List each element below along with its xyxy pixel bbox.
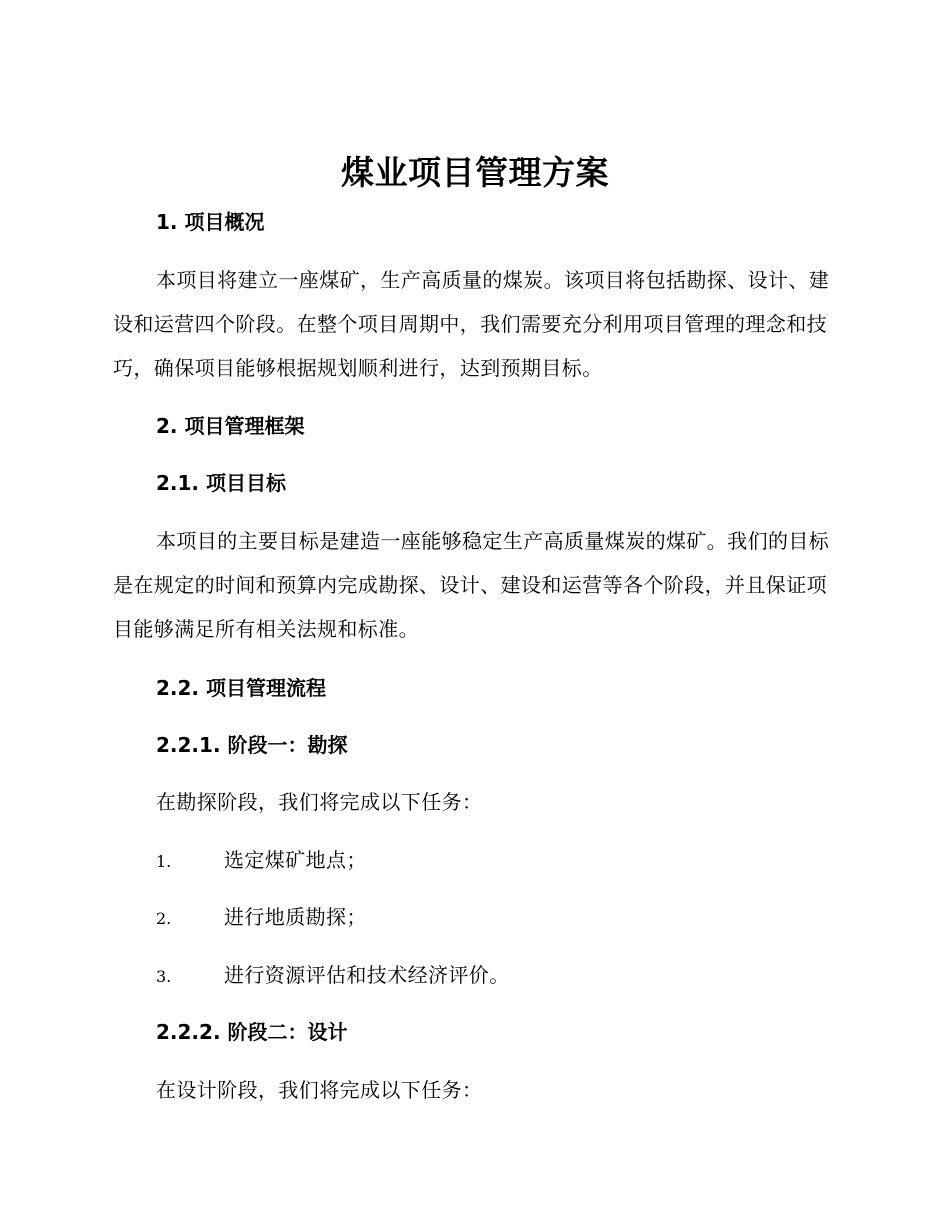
list-item [156, 960, 510, 992]
section-heading-2: 2. 项目管理框架 [156, 414, 305, 438]
list-item-text: 选定煤矿地点； [224, 848, 367, 872]
list-item-text: 进行资源评估和技术经济评价。 [224, 963, 510, 987]
section-heading-1: 1. 项目概况 [156, 210, 265, 234]
section-heading-2-2: 2.2. 项目管理流程 [156, 676, 326, 700]
list-item-number: 2. [156, 909, 172, 928]
list-item-number: 1. [156, 852, 172, 871]
list-item [156, 845, 367, 877]
document-title: 煤业项目管理方案 [341, 153, 609, 192]
section-heading-2-2-1: 2.2.1. 阶段一：勘探 [156, 733, 348, 757]
stage-1-intro: 在勘探阶段，我们将完成以下任务： [156, 790, 483, 814]
list-item-number: 3. [156, 967, 172, 986]
section-2-1-paragraph: 本项目的主要目标是建造一座能够稳定生产高质量煤炭的煤矿。我们的目标是在规定的时间和预算内完成勘探、设计、建设和运营等各个阶段，并且保证项目能够满足所有相关法规和标准。 [113, 529, 830, 641]
stage-2-intro: 在设计阶段，我们将完成以下任务： [156, 1078, 483, 1102]
list-item [156, 902, 367, 934]
section-heading-2-2-2: 2.2.2. 阶段二：设计 [156, 1020, 348, 1044]
list-item-text: 进行地质勘探； [224, 905, 367, 929]
section-heading-2-1: 2.1. 项目目标 [156, 471, 286, 495]
section-1-paragraph: 本项目将建立一座煤矿，生产高质量的煤炭。该项目将包括勘探、设计、建设和运营四个阶段。在整个项目周期中，我们需要充分利用项目管理的理念和技巧，确保项目能够根据规划顺利进行，达到预期目标。 [113, 268, 830, 380]
